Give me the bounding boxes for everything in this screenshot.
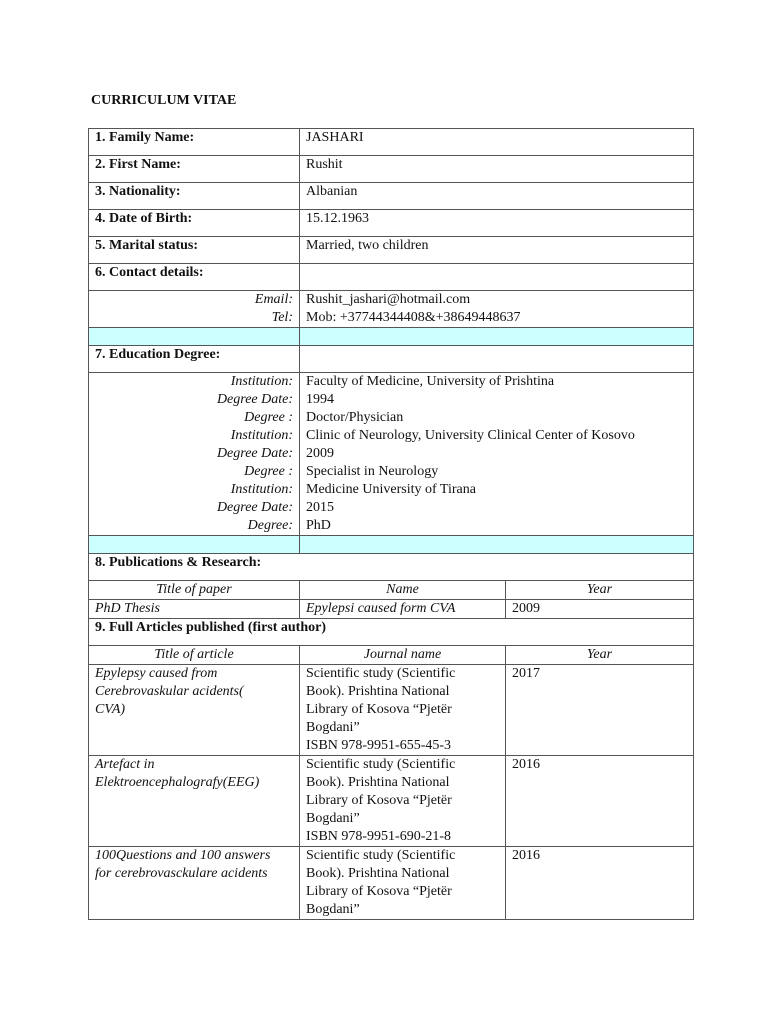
dob-row xyxy=(89,210,694,237)
articles-heading: 9. Full Articles published (first author) xyxy=(89,619,694,646)
education-label: Degree Date: xyxy=(216,500,293,515)
field-label: 1. Family Name: xyxy=(89,129,300,156)
education-value: Doctor/Physician xyxy=(306,410,404,425)
education-value: 1994 xyxy=(306,392,334,407)
field-label: 4. Date of Birth: xyxy=(89,210,300,237)
education-details-row xyxy=(89,373,694,536)
article-row xyxy=(89,756,694,847)
education-label: Degree : xyxy=(244,410,293,425)
publication-name: Epylepsi caused form CVA xyxy=(300,600,506,619)
article-year: 2016 xyxy=(506,756,694,847)
article-title-line: Elektroencephalografy(EEG) xyxy=(95,775,260,790)
education-heading-row xyxy=(89,346,694,373)
education-value: Specialist in Neurology xyxy=(306,464,439,479)
article-journal-line: Book). Prishtina National xyxy=(306,775,450,790)
publication-title: PhD Thesis xyxy=(89,600,300,619)
article-row xyxy=(89,665,694,756)
email-value: Rushit_jashari@hotmail.com xyxy=(306,292,471,307)
field-label: 5. Marital status: xyxy=(89,237,300,264)
articles-header-row xyxy=(89,646,694,665)
col-year: Year xyxy=(506,581,694,600)
contact-details-row xyxy=(89,291,694,328)
field-label: 3. Nationality: xyxy=(89,183,300,210)
education-label: Degree Date: xyxy=(216,392,293,407)
first-name-row xyxy=(89,156,694,183)
article-journal-line: ISBN 978-9951-655-45-3 xyxy=(306,738,452,753)
education-value: 2015 xyxy=(306,500,334,515)
spacer-row xyxy=(89,328,694,346)
article-journal-line: Scientific study (Scientific xyxy=(306,757,456,772)
first-name-value: Rushit xyxy=(300,156,694,183)
col-title-of-article: Title of article xyxy=(89,646,300,665)
col-journal-name: Journal name xyxy=(300,646,506,665)
field-label: 2. First Name: xyxy=(89,156,300,183)
family-name-row xyxy=(89,129,694,156)
education-label: Degree: xyxy=(247,518,293,533)
article-journal-line: Bogdani” xyxy=(306,902,360,917)
article-journal-line: Scientific study (Scientific xyxy=(306,848,456,863)
article-journal-line: Bogdani” xyxy=(306,811,360,826)
publication-row xyxy=(89,600,694,619)
article-journal-line: Bogdani” xyxy=(306,720,360,735)
article-title-line: Artefact in xyxy=(95,757,155,772)
nationality-value: Albanian xyxy=(300,183,694,210)
article-title-line: 100Questions and 100 answers xyxy=(95,848,271,863)
education-value: Clinic of Neurology, University Clinical Center of Kosovo xyxy=(306,428,635,443)
contact-heading: 6. Contact details: xyxy=(89,264,300,291)
contact-heading-row xyxy=(89,264,694,291)
article-title-line: Epylepsy caused from xyxy=(95,666,218,681)
marital-row xyxy=(89,237,694,264)
article-journal-line: Scientific study (Scientific xyxy=(306,666,456,681)
article-year: 2017 xyxy=(506,665,694,756)
article-journal-line: Book). Prishtina National xyxy=(306,684,450,699)
education-label: Institution: xyxy=(230,428,293,443)
tel-label: Tel: xyxy=(271,310,293,325)
article-journal-line: Library of Kosova “Pjetër xyxy=(306,702,452,717)
col-title-of-paper: Title of paper xyxy=(89,581,300,600)
publications-heading-row xyxy=(89,554,694,581)
col-year: Year xyxy=(506,646,694,665)
publication-year: 2009 xyxy=(506,600,694,619)
email-label: Email: xyxy=(254,292,293,307)
article-row xyxy=(89,847,694,920)
cv-table xyxy=(88,128,694,920)
education-value: PhD xyxy=(306,518,331,533)
marital-value: Married, two children xyxy=(300,237,694,264)
document-title: CURRICULUM VITAE xyxy=(91,93,237,108)
publications-heading: 8. Publications & Research: xyxy=(89,554,694,581)
education-heading: 7. Education Degree: xyxy=(89,346,300,373)
education-label: Degree Date: xyxy=(216,446,293,461)
article-title-line: CVA) xyxy=(95,702,126,717)
col-name: Name xyxy=(300,581,506,600)
article-title-line: Cerebrovaskular acidents( xyxy=(95,684,244,699)
spacer-row xyxy=(89,536,694,554)
nationality-row xyxy=(89,183,694,210)
articles-heading-row xyxy=(89,619,694,646)
article-title-line: for cerebrovasckulare acidents xyxy=(95,866,268,881)
article-journal-line: Book). Prishtina National xyxy=(306,866,450,881)
education-label: Institution: xyxy=(230,374,293,389)
education-value: Faculty of Medicine, University of Prishtina xyxy=(306,374,555,389)
education-label: Institution: xyxy=(230,482,293,497)
article-journal-line: Library of Kosova “Pjetër xyxy=(306,884,452,899)
education-value: Medicine University of Tirana xyxy=(306,482,476,497)
education-label: Degree : xyxy=(244,464,293,479)
article-year: 2016 xyxy=(506,847,694,920)
article-journal-line: ISBN 978-9951-690-21-8 xyxy=(306,829,452,844)
family-name-value: JASHARI xyxy=(300,129,694,156)
article-journal-line: Library of Kosova “Pjetër xyxy=(306,793,452,808)
education-value: 2009 xyxy=(306,446,334,461)
publications-header-row xyxy=(89,581,694,600)
tel-value: Mob: +37744344408&+38649448637 xyxy=(306,310,521,325)
dob-value: 15.12.1963 xyxy=(300,210,694,237)
